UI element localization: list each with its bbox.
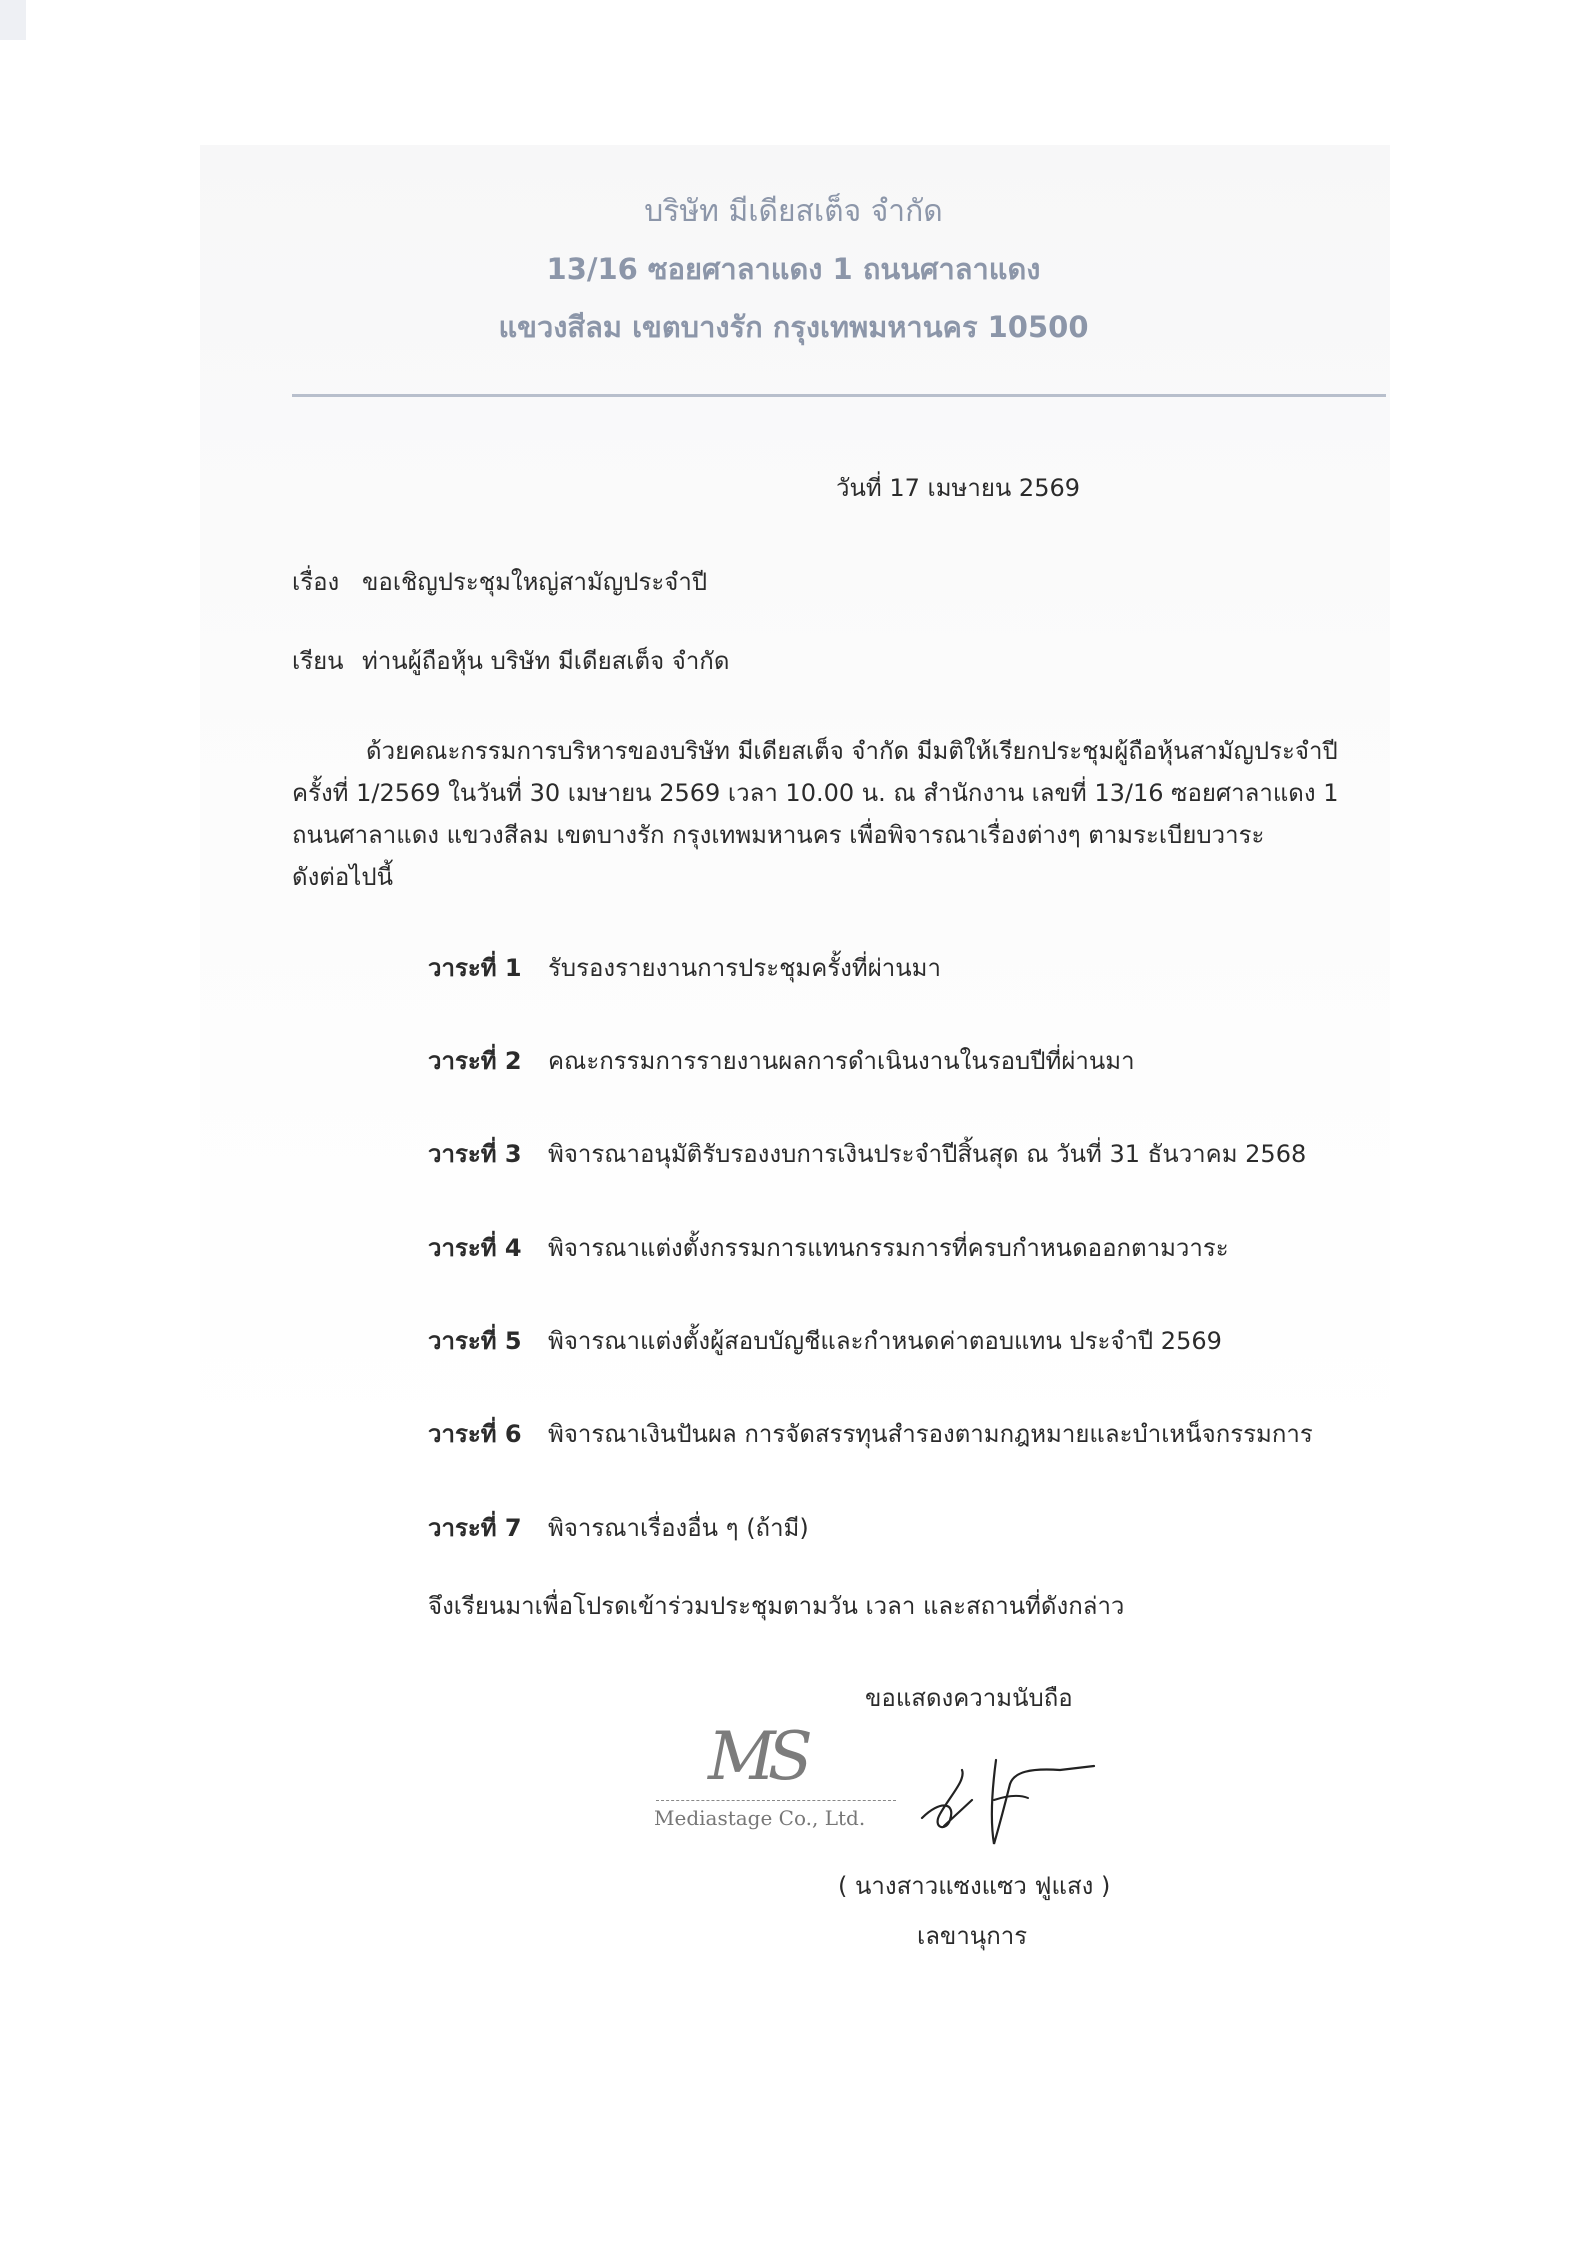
agenda-number: วาระที่ 4 [428, 1234, 522, 1262]
agenda-item [428, 1508, 809, 1547]
closing-regards: ขอแสดงความนับถือ [865, 1684, 1073, 1712]
seal-company-name: Mediastage Co., Ltd. [654, 1806, 866, 1830]
agenda-number: วาระที่ 1 [428, 954, 522, 982]
scan-corner-mark [0, 0, 26, 40]
address-line-1: 13/16 ซอยศาลาแดง 1 ถนนศาลาแดง [546, 252, 1041, 286]
agenda-number: วาระที่ 2 [428, 1047, 522, 1075]
agenda-text: พิจารณาเงินปันผล การจัดสรรทุนสำรองตามกฎหมายและบำเหน็จกรรมการ [548, 1420, 1313, 1448]
subject-label: เรื่อง [292, 568, 340, 596]
agenda-text: คณะกรรมการรายงานผลการดำเนินงานในรอบปีที่ผ่านมา [548, 1047, 1135, 1075]
agenda-number: วาระที่ 7 [428, 1514, 522, 1542]
agenda-text: พิจารณาแต่งตั้งกรรมการแทนกรรมการที่ครบกำหนดออกตามวาระ [548, 1234, 1229, 1262]
body-paragraph [292, 730, 1339, 898]
seal-dashed-line [656, 1800, 896, 1801]
agenda-text: พิจารณาแต่งตั้งผู้สอบบัญชีและกำหนดค่าตอบแทน ประจำปี 2569 [548, 1327, 1222, 1355]
agenda-item [428, 1414, 1313, 1453]
agenda-item [428, 1041, 1135, 1080]
subject-line [292, 562, 707, 601]
recipient-line [292, 641, 729, 680]
agenda-item [428, 1321, 1222, 1360]
body-line: ครั้งที่ 1/2569 ในวันที่ 30 เมษายน 2569 เวลา 10.00 น. ณ สำนักงาน เลขที่ 13/16 ซอยศาลาแดง 1 [292, 779, 1339, 807]
agenda-number: วาระที่ 3 [428, 1140, 522, 1168]
agenda-item [428, 1228, 1229, 1267]
agenda-text: รับรองรายงานการประชุมครั้งที่ผ่านมา [548, 954, 941, 982]
agenda-number: วาระที่ 6 [428, 1420, 522, 1448]
body-line: ถนนศาลาแดง แขวงสีลม เขตบางรัก กรุงเทพมหานคร เพื่อพิจารณาเรื่องต่างๆ ตามระเบียบวาระ [292, 821, 1265, 849]
company-seal [648, 1718, 908, 1834]
letter-date: วันที่ 17 เมษายน 2569 [836, 474, 1080, 502]
agenda-text: พิจารณาเรื่องอื่น ๆ (ถ้ามี) [548, 1514, 809, 1542]
signer-name: ( นางสาวแซงแซว ฟูแสง ) [838, 1872, 1111, 1900]
closing-sentence: จึงเรียนมาเพื่อโปรดเข้าร่วมประชุมตามวัน เวลา และสถานที่ดังกล่าว [428, 1592, 1125, 1620]
subject-text: ขอเชิญประชุมใหญ่สามัญประจำปี [362, 568, 708, 596]
letterhead-divider [292, 394, 1386, 397]
company-name: บริษัท มีเดียสเต็จ จำกัด [644, 194, 943, 229]
agenda-item [428, 948, 941, 987]
recipient-text: ท่านผู้ถือหุ้น บริษัท มีเดียสเต็จ จำกัด [362, 647, 730, 675]
seal-logo-mark: MS [708, 1718, 805, 1795]
signer-position: เลขานุการ [917, 1922, 1028, 1950]
address-line-2: แขวงสีลม เขตบางรัก กรุงเทพมหานคร 10500 [498, 310, 1089, 344]
handwritten-signature [910, 1740, 1110, 1850]
agenda-number: วาระที่ 5 [428, 1327, 522, 1355]
recipient-label: เรียน [292, 647, 344, 675]
agenda-text: พิจารณาอนุมัติรับรองงบการเงินประจำปีสิ้นสุด ณ วันที่ 31 ธันวาคม 2568 [548, 1140, 1307, 1168]
agenda-item [428, 1134, 1306, 1173]
body-line: ด้วยคณะกรรมการบริหารของบริษัท มีเดียสเต็จ จำกัด มีมติให้เรียกประชุมผู้ถือหุ้นสามัญประจำปี [366, 737, 1338, 765]
body-line: ดังต่อไปนี้ [292, 863, 394, 891]
